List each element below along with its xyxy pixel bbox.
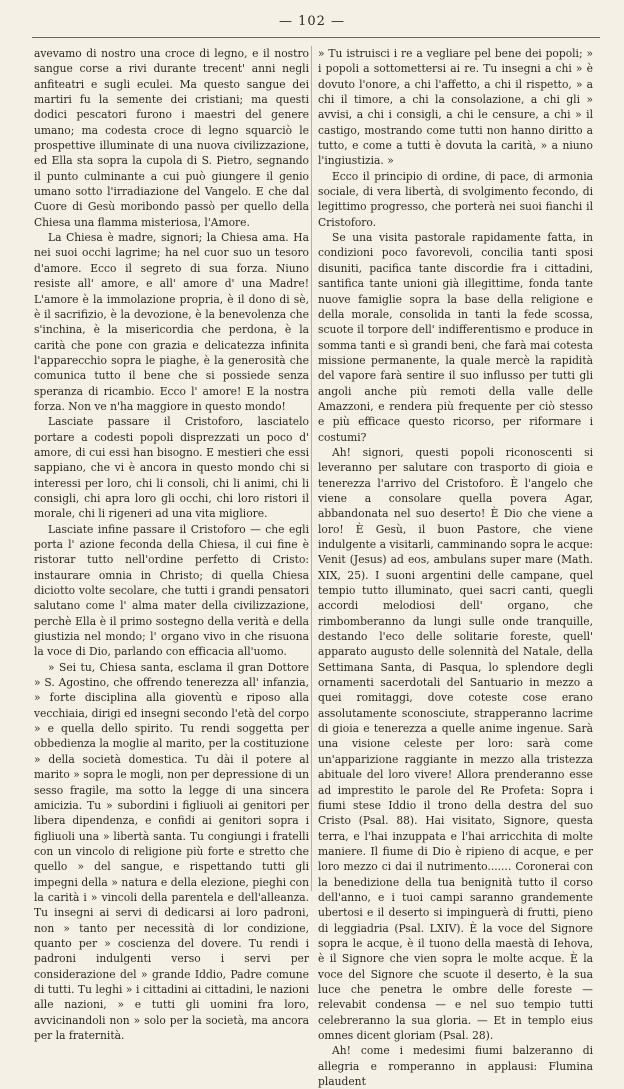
paragraph: avevamo di nostro una croce di legno, e il nostro sangue corse a rivi durante trecent' anni negli anfiteatri e sugli eculei. Ma questo sangue dei martiri fu la semente dei cristiani; ma questi dodici pescatori furono i maestri del genere umano; ma codesta croce di legno squarciò le prospettive illuminate di una nuova civilizzazione, ed Ella sta sopra la cupola di S. Pietro, segnando il punto culminante a cui può giungere il genio umano sotto l'irradiazione del Vangelo. E che dal Cuore di Gesù moribondo passò per quello della Chiesa una flamma misteriosa, l'Amore. <box>34 47 309 229</box>
right-column <box>318 46 593 1089</box>
paragraph: Lasciate infine passare il Cristoforo — che egli porta l' azione feconda della Chiesa, il cui fine è ristorar tutto nell'ordine perfetto di Cristo: instaurare omnia in Christo; di quella Chiesa diciotto volte secolare, che tutti i grandi pensatori salutano come l' alma mater della civilizzazione, perchè Ella è il primo sostegno della verità e della giustizia nel mondo; l' organo vivo in che risuona la voce di Dio, parlando con efficacia all'uomo. <box>34 522 309 659</box>
left-column <box>34 46 309 1042</box>
paragraph: Se una visita pastorale rapidamente fatta, in condizioni poco favorevoli, concilia tanti sposi disuniti, pacifica tante discordie fra i cittadini, santifica tante unioni già illegittime, fonda tante nuove famiglie sopra la base della religione e della morale, consolida in tanti la fede scossa, scuote il torpore dell' indifferentismo e produce in somma tanti e sì grandi beni, che farà mai cotesta missione permanente, la quale mercè la rapidità del vapore farà sentire il suo influsso per tutti gli angoli anche più remoti della valle delle Amazzoni, e rendera più frequente per ciò stesso e più efficace questo ricorso, per riformare i costumi? <box>318 231 593 444</box>
paragraph: Ah! come i medesimi fiumi balzeranno di allegria e romperanno in applausi: Flumina plaudent <box>318 1044 593 1089</box>
column-divider <box>311 46 312 891</box>
paragraph: Ecco il principio di ordine, di pace, di armonia sociale, di vera libertà, di svolgimento fecondo, di legittimo progresso, che porterà nei suoi fianchi il Cristoforo. <box>318 169 593 229</box>
paragraph: » Tu istruisci i re a vegliare pel bene dei popoli; » i popoli a sottomettersi ai re. Tu insegni a chi » è dovuto l'onore, a chi l'affetto, a chi il rispetto, » a chi il timore, a chi la consolazione, a chi gli » avvisi, a chi i consigli, a chi le censure, a chi » il castigo, mostrando come tutti non hanno diritto a tutto, e come a tutti è dovuta la carità, » a niuno l'ingiustizia. » <box>318 47 593 168</box>
header-rule <box>32 37 600 38</box>
paragraph: Ah! signori, questi popoli riconoscenti si leveranno per salutare con trasporto di gioia e tenerezza l'arrivo del Cristoforo. È l'angelo che viene a consolare quella povera Agar, abbandonata nel suo deserto! È Dio che viene a loro! È Gesù, il buon Pastore, che viene indulgente a visitarli, camminando sopra le acque: Venit (Jesus) ad eos, ambulans super mare (Math. XIX, 25). I suoni argentini delle campane, quel tempio tutto illuminato, quei sacri canti, quegli accordi melodiosi dell' organo, che rimbomberanno da lungi sulle onde tranquille, destando l'eco delle solitarie foreste, quell' apparato augusto delle solennità del Natale, della Settimana Santa, di Pasqua, lo splendore degli ornamenti sacerdotali del Santuario in mezzo a quei romitaggi, dove coteste cose erano assolutamente sconosciute, strapperanno lacrime di gioia e tenerezza a quelle anime ingenue. Sarà una visione celeste per loro: sarà come un'apparizione raggiante in mezzo alla tristezza abituale del loro vivere! Allora prenderanno esse ad imprestito le parole del Re Profeta: Sopra i fiumi stese Iddio il trono della destra del suo Cristo (Psal. 88). Hai visitato, Signore, questa terra, e l'hai inzuppata e l'hai arricchita di molte maniere. Il fiume di Dio è ripieno di acque, e per loro mezzo ci dai il nutrimento....... Coronerai con la benedizione della tua benignità tutto il corso dell'anno, e i tuoi campi saranno grandemente ubertosi e il deserto si impinguerà di frutti, pieno di leggiadria (Psal. LXIV). È la voce del Signore sopra le acque, è il tuono della maestà di Iehova, è il Signore che vien sopra le molte acque. È la voce del Signore che scuote il deserto, è la sua luce che penetra le ombre delle foreste — relevabit condensa — e nel suo tempio tutti celebreranno la sua gloria. — Et in templo eius omnes dicent gloriam (Psal. 28). <box>318 445 593 1042</box>
paragraph: » Sei tu, Chiesa santa, esclama il gran Dottore » S. Agostino, che offrendo tenerezza all' infanzia, » forte disciplina alla gioventù e riposo alla vecchiaia, dirigi ed insegni secondo l'età del corpo » e quella dello spirito. Tu rendi soggetta per obbedienza la moglie al marito, per la costituzione » della società domestica. Tu dài il potere al marito » sopra le mogli, non per depressione di un sesso fragile, ma sotto la legge di una sincera amicizia. Tu » subordini i figliuoli ai genitori per libera dipendenza, e confidi ai genitori sopra i figliuoli una » libertà santa. Tu congiungi i fratelli con un vincolo di religione più forte e stretto che quello » del sangue, e rispettando tutti gli impegni della » natura e della elezione, pieghi con la carità i » vincoli della parentela e dell'alleanza. Tu insegni ai servi di dedicarsi ai loro padroni, non » tanto per necessità di lor condizione, quanto per » coscienza del dovere. Tu rendi i padroni indulgenti verso i servi per considerazione del » grande Iddio, Padre comune di tutti. Tu leghi » i cittadini ai cittadini, le nazioni alle nazioni, » e tutti gli uomini fra loro, avvicinandoli non » solo per la società, ma ancora per la fraternità. <box>34 660 309 1042</box>
paragraph: La Chiesa è madre, signori; la Chiesa ama. Ha nei suoi occhi lagrime; ha nel cuor suo un tesoro d'amore. Ecco il segreto di sua forza. Niuno resiste all' amore, e all' amore d' una Madre! L'amore è la immolazione propria, è il dono di sè, è il sacrifizio, è la devozione, è la benevolenza che s'inchina, è la misericordia che perdona, è la carità che pone con grazia e delicatezza infinita l'apparecchio sopra le piaghe, è la generosità che comunica tutto il bene che si possiede senza speranza di ricambio. Ecco l' amore! E la nostra forza. Non ve n'ha maggiore in questo mondo! <box>34 231 309 413</box>
paragraph: Lasciate passare il Cristoforo, lasciatelo portare a codesti popoli disprezzati un poco d' amore, di cui essi han bisogno. E mestieri che essi sappiano, che vi è ancora in questo mondo chi si interessi per loro, chi li consoli, chi li animi, chi li consigli, chi apra loro gli occhi, chi loro ristori il morale, chi li rigeneri ad una vita migliore. <box>34 415 309 521</box>
page-number: — 102 — <box>278 14 346 29</box>
